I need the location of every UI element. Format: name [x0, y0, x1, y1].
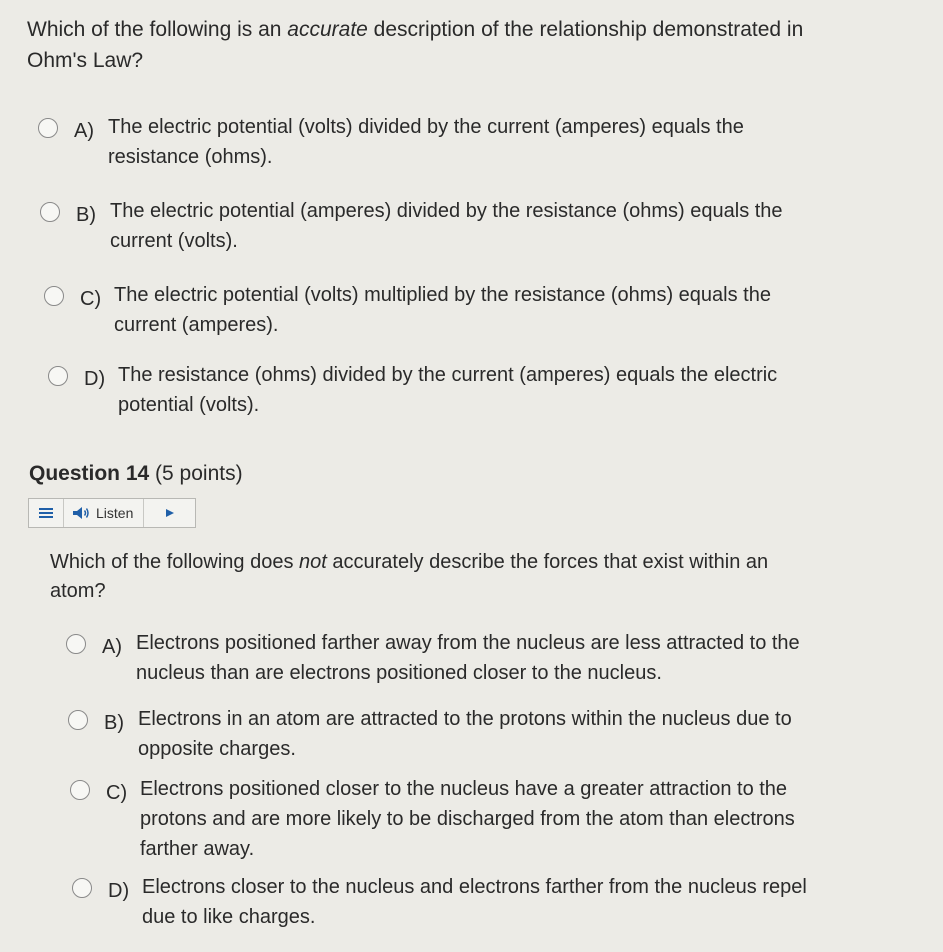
question-14-prompt-line2: atom?: [50, 580, 106, 602]
q14-option-a-radio[interactable]: [66, 634, 86, 654]
q14-option-d-text: Electrons closer to the nucleus and electrons farther from the nucleus repel due to like charges.: [142, 876, 807, 928]
q13-option-b-letter: B): [76, 204, 96, 226]
q14-option-b-text: Electrons in an atom are attracted to the protons within the nucleus due to opposite charges.: [138, 708, 792, 760]
q13-option-a-text: The electric potential (volts) divided by the current (amperes) equals the resistance (ohms).: [108, 116, 744, 168]
q13-option-d-letter: D): [84, 368, 106, 390]
listen-button[interactable]: [64, 499, 144, 527]
q14-option-d-letter: D): [108, 880, 130, 902]
q13-option-d[interactable]: [48, 360, 908, 420]
question-14-prompt: [50, 548, 910, 606]
q13-option-a-letter: A): [74, 120, 94, 142]
q14-option-d[interactable]: [72, 872, 912, 932]
q13-option-d-radio[interactable]: [48, 366, 68, 386]
q13-option-c-text: The electric potential (volts) multiplied by the resistance (ohms) equals the current (amperes).: [114, 284, 771, 336]
play-button[interactable]: [144, 499, 195, 527]
q14-option-b[interactable]: [68, 704, 908, 764]
q13-option-a-radio[interactable]: [38, 118, 58, 138]
question-13-prompt-line1: Which of the following is an accurate description of the relationship demonstrated in: [27, 18, 804, 41]
q13-option-b-radio[interactable]: [40, 202, 60, 222]
q13-option-c[interactable]: [44, 280, 904, 340]
menu-button[interactable]: [29, 499, 64, 527]
question-14-title: Question 14: [29, 462, 150, 485]
q14-option-b-radio[interactable]: [68, 710, 88, 730]
q14-option-c-letter: C): [106, 782, 128, 804]
q14-option-c[interactable]: [70, 774, 910, 864]
q14-option-a-text: Electrons positioned farther away from the nucleus are less attracted to the nucleus than are electrons positioned closer to the nucleus.: [136, 632, 800, 684]
question-13-prompt-line2: Ohm's Law?: [27, 49, 144, 72]
menu-icon: [39, 507, 53, 519]
listen-toolbar: [28, 498, 196, 528]
question-14-points: (5 points): [149, 462, 243, 485]
q13-option-b[interactable]: [40, 196, 900, 256]
play-icon: [165, 508, 175, 518]
listen-label: Listen: [96, 505, 134, 521]
question-14-prompt-line1: Which of the following does not accurately describe the forces that exist within an: [50, 551, 769, 573]
q14-option-b-letter: B): [104, 712, 124, 734]
q13-option-b-text: The electric potential (amperes) divided by the resistance (ohms) equals the current (volts).: [110, 200, 783, 252]
q14-option-c-text: Electrons positioned closer to the nucleus have a greater attraction to the protons and are more likely to be discharged from the atom than electrons farther away.: [140, 778, 795, 860]
q13-option-a[interactable]: [38, 112, 898, 172]
question-14-header: [29, 462, 243, 486]
q13-option-c-radio[interactable]: [44, 286, 64, 306]
question-13-prompt: [27, 14, 927, 76]
q14-option-d-radio[interactable]: [72, 878, 92, 898]
speaker-icon: [72, 506, 90, 520]
q14-option-c-radio[interactable]: [70, 780, 90, 800]
q14-option-a-letter: A): [102, 636, 122, 658]
q14-option-a[interactable]: [66, 628, 906, 688]
q13-option-c-letter: C): [80, 288, 102, 310]
q13-option-d-text: The resistance (ohms) divided by the current (amperes) equals the electric potential (volts).: [118, 364, 778, 416]
